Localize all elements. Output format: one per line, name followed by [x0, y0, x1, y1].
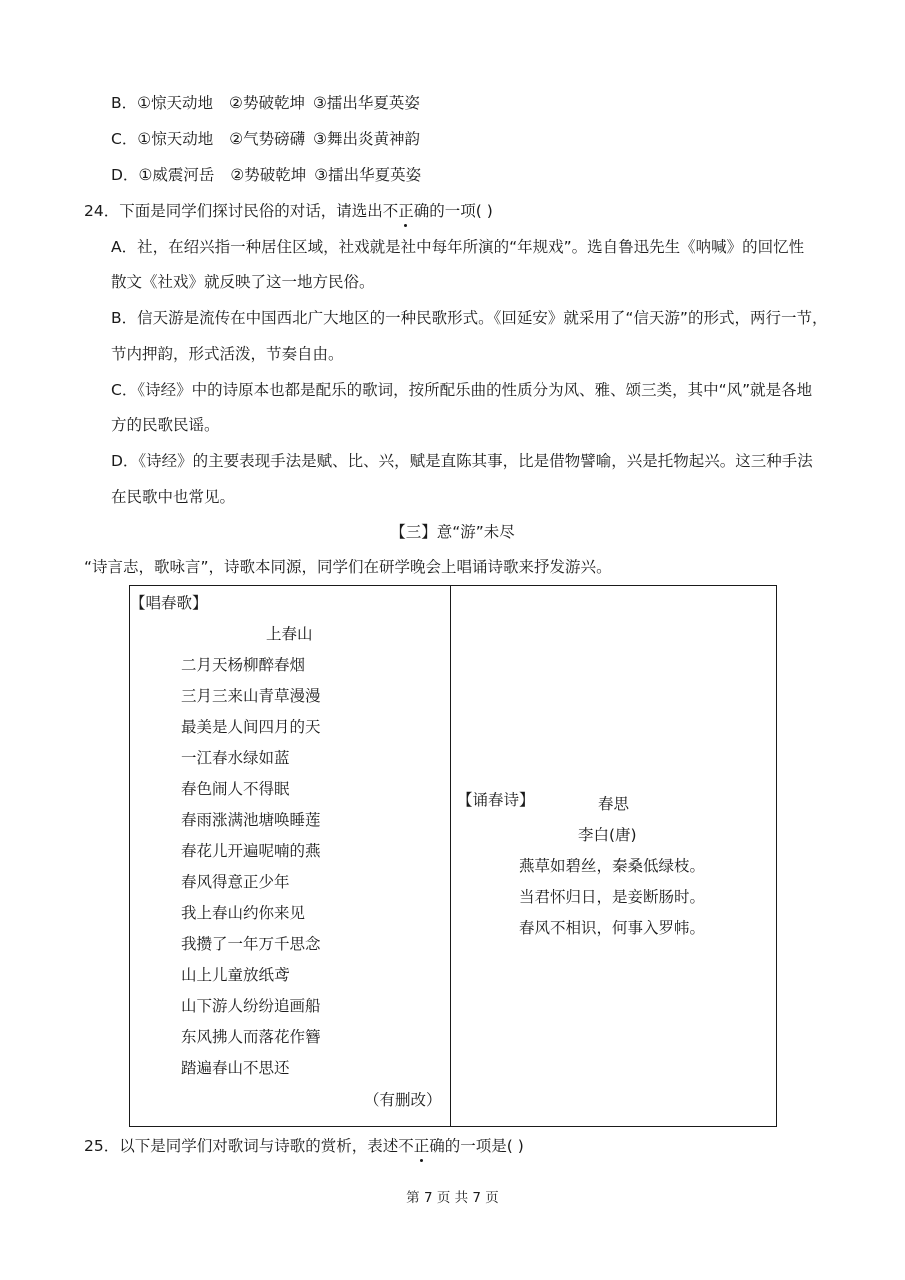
song-line: 山上儿童放纸鸢	[181, 966, 290, 984]
poem-line: 燕草如碧丝，秦桑低绿枝。	[519, 857, 706, 875]
song-line: 春花儿开遍呢喃的燕	[181, 842, 321, 860]
poem-title: 春思	[598, 795, 630, 813]
song-line: 一江春水绿如蓝	[181, 749, 290, 767]
song-line: 山下游人纷纷追画船	[181, 997, 321, 1015]
q24-option-b-line1: B．信天游是流传在中国西北广大地区的一种民歌形式。《回延安》就采用了“信天游”的形式，两行一节，	[111, 309, 828, 327]
song-line: 三月三来山青草漫漫	[181, 687, 321, 705]
section-intro: “诗言志，歌咏言”，诗歌本同源，同学们在研学晚会上唱诵诗歌来抒发游兴。	[84, 558, 612, 576]
poem-cell	[451, 586, 777, 1127]
song-line: 最美是人间四月的天	[181, 718, 321, 736]
poems-table	[129, 585, 777, 1127]
q24-option-d-line2: 在民歌中也常见。	[111, 488, 236, 506]
song-line: 二月天杨柳醉春烟	[181, 656, 306, 674]
song-line: 春色闹人不得眠	[181, 780, 290, 798]
option-c: C．①惊天动地 ②气势磅礴 ③舞出炎黄神韵	[111, 130, 421, 148]
song-line: 春雨涨满池塘唤睡莲	[181, 811, 321, 829]
song-line: 我攒了一年万千思念	[181, 935, 321, 953]
q24-option-a-line1: A．社，在绍兴指一种居住区域，社戏就是社中每年所演的“年规戏”。选自鲁迅先生《呐喊》的回忆性	[111, 238, 805, 256]
q24-option-c-line1: C．《诗经》中的诗原本也都是配乐的歌词，按所配乐曲的性质分为风、雅、颂三类，其中“风”就是各地	[111, 381, 813, 399]
q24-option-a-line2: 散文《社戏》就反映了这一地方民俗。	[111, 273, 375, 291]
poem-author: 李白(唐)	[578, 826, 637, 844]
poem-line: 春风不相识，何事入罗帏。	[519, 919, 706, 937]
q24-option-c-line2: 方的民歌民谣。	[111, 416, 220, 434]
q24-option-d-line1: D．《诗经》的主要表现手法是赋、比、兴，赋是直陈其事，比是借物譬喻，兴是托物起兴。这三种手法	[111, 452, 813, 470]
question-25-stem: 25．以下是同学们对歌词与诗歌的赏析，表述不正确的一项是( )	[84, 1137, 524, 1155]
q24-option-b-line2: 节内押韵，形式活泼，节奏自由。	[111, 345, 344, 363]
emphasis-char: 正	[413, 1137, 430, 1155]
emphasis-char: 正	[398, 202, 414, 220]
option-d: D．①威震河岳 ②势破乾坤 ③擂出华夏英姿	[111, 166, 422, 184]
song-tag: 【唱春歌】	[130, 594, 208, 612]
option-b: B．①惊天动地 ②势破乾坤 ③擂出华夏英姿	[111, 94, 420, 112]
section-title: 【三】意“游”未尽	[390, 523, 515, 541]
poem-tag: 【诵春诗】	[457, 791, 535, 809]
song-note: （有删改）	[364, 1091, 442, 1109]
page-footer: 第 7 页 共 7 页	[406, 1190, 499, 1206]
song-title: 上春山	[266, 625, 313, 643]
song-line: 东风拂人而落花作簪	[181, 1028, 321, 1046]
song-line: 我上春山约你来见	[181, 904, 306, 922]
poem-line: 当君怀归日，是妾断肠时。	[519, 888, 706, 906]
song-line: 踏遍春山不思还	[181, 1059, 290, 1077]
song-line: 春风得意正少年	[181, 873, 290, 891]
song-cell	[130, 586, 451, 1127]
question-24-stem: 24．下面是同学们探讨民俗的对话，请选出不正确的一项( )	[84, 202, 493, 220]
